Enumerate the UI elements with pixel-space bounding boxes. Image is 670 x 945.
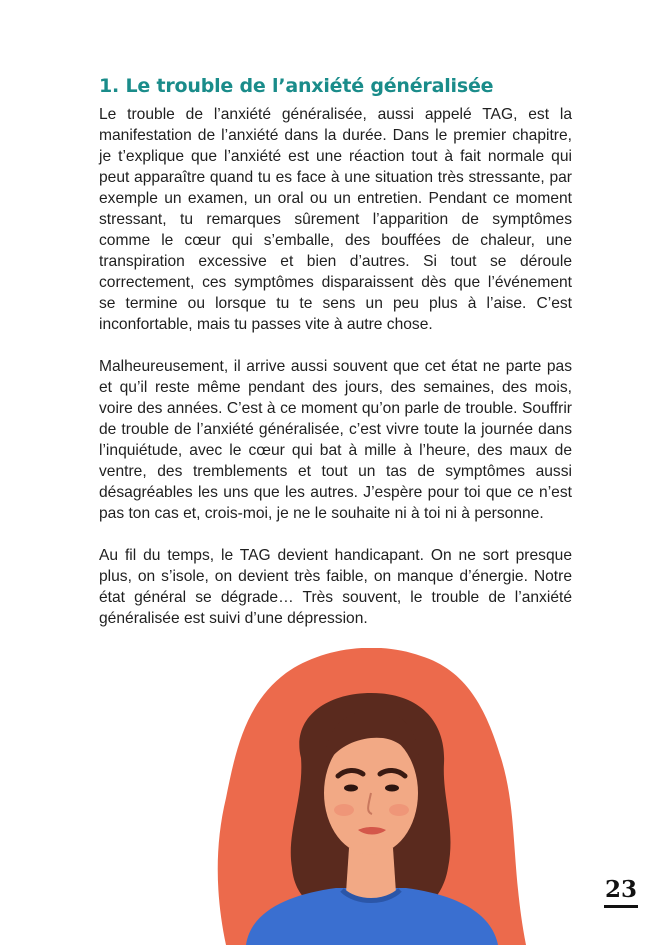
paragraph: Le trouble de l’anxiété généralisée, aussi appelé TAG, est la manifestation de l’anxiété dans la durée. Dans le premier chapitre, je t’explique que l’anxiété est une réaction tout à fait normale qui peut apparaître quand tu es face à une situation très stressante, par exemple un examen, un oral ou un entretien. Pendant ce moment stressant, tu remarques sûrement l’apparition de symptômes comme le cœur qui s’emballe, des bouffées de chaleur, une transpiration excessive et bien d’autres. Si tout se déroule correctement, ces symptômes disparaissent dès que l’événement se termine ou lorsque tu te sens un peu plus à l’aise. C’est inconfortable, mais tu passes vite à autre chose. xyxy=(99,106,572,333)
body-text xyxy=(99,104,572,650)
right-cheek xyxy=(389,804,409,816)
section-heading: 1. Le trouble de l’anxiété généralisée xyxy=(99,75,494,97)
anxious-person-illustration xyxy=(206,648,536,945)
neck xyxy=(346,848,396,901)
left-cheek xyxy=(334,804,354,816)
left-eye xyxy=(344,785,358,792)
paragraph: Au fil du temps, le TAG devient handicapant. On ne sort presque plus, on s’isole, on devient très faible, on manque d’énergie. Notre état général se dégrade… Très souvent, le trouble de l’anxiété généralisée est suivi d’une dépression. xyxy=(99,547,572,627)
right-eye xyxy=(385,785,399,792)
paragraph: Malheureusement, il arrive aussi souvent que cet état ne parte pas et qu’il reste même pendant des jours, des semaines, des mois, voire des années. C’est à ce moment qu’on parle de trouble. Souffrir de trouble de l’anxiété généralisée, c’est vivre toute la journée dans l’inquiétude, avec le cœur qui bat à mille à l’heure, des maux de ventre, des tremblements et tout un tas de symptômes aussi désagréables les uns que les autres. J’espère pour toi que ce n’est pas ton cas et, crois-moi, je ne le souhaite ni à toi ni à personne. xyxy=(99,358,572,522)
page-number: 23 xyxy=(604,877,638,908)
